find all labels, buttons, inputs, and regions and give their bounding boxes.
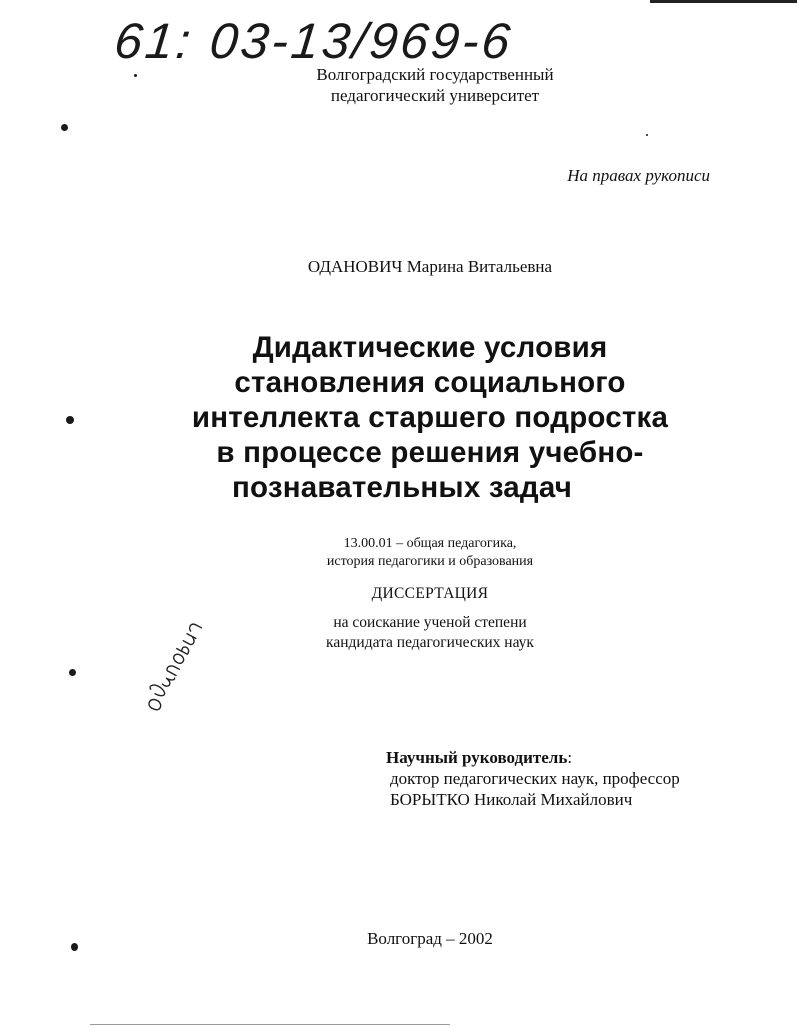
scan-edge-line — [650, 0, 797, 3]
university-line-1: Волгоградский государственный — [316, 65, 554, 84]
title-line: Дидактические условия — [252, 331, 608, 364]
university-line-2: педагогический университет — [330, 86, 540, 105]
specialty-line-2: история педагогики и образования — [326, 554, 534, 569]
author-name: ОДАНОВИЧ Марина Витальевна — [307, 257, 553, 276]
title-line: в процессе решения учебно- — [216, 436, 644, 469]
specialty — [250, 535, 610, 571]
degree-line-1: на соискание ученой степени — [333, 614, 527, 631]
punch-hole-mark — [66, 416, 74, 424]
punch-hole-mark — [61, 124, 68, 131]
university-name — [270, 64, 600, 106]
title-line: интеллекта старшего подростка — [191, 401, 669, 434]
scan-speck — [646, 134, 648, 136]
supervisor-block — [386, 747, 746, 810]
title-line: становления социального — [234, 366, 626, 399]
punch-hole-mark — [71, 943, 78, 951]
document-type: ДИССЕРТАЦИЯ — [371, 585, 489, 602]
dissertation-title — [160, 330, 700, 505]
specialty-line-1: 13.00.01 – общая педагогика, — [343, 536, 517, 551]
archive-number-text: 61: 03-13/969-6 — [111, 13, 516, 69]
manuscript-note: На правах рукописи — [567, 166, 710, 185]
degree — [250, 613, 610, 653]
punch-hole-mark — [69, 669, 76, 676]
signature-drawing — [122, 610, 232, 720]
place-year: Волгоград – 2002 — [367, 929, 493, 948]
scan-edge-line-bottom — [90, 1024, 450, 1025]
supervisor-label-colon: : — [567, 748, 573, 767]
supervisor-label: Научный руководитель — [386, 748, 568, 767]
degree-line-2: кандидата педагогических наук — [326, 634, 534, 651]
title-line: познавательных задач — [232, 471, 573, 504]
handwritten-signature — [122, 610, 232, 720]
supervisor-name: БОРЫТКО Николай Михайлович — [390, 790, 633, 809]
supervisor-label-row — [386, 747, 746, 768]
supervisor-title: доктор педагогических наук, профессор — [390, 769, 680, 788]
